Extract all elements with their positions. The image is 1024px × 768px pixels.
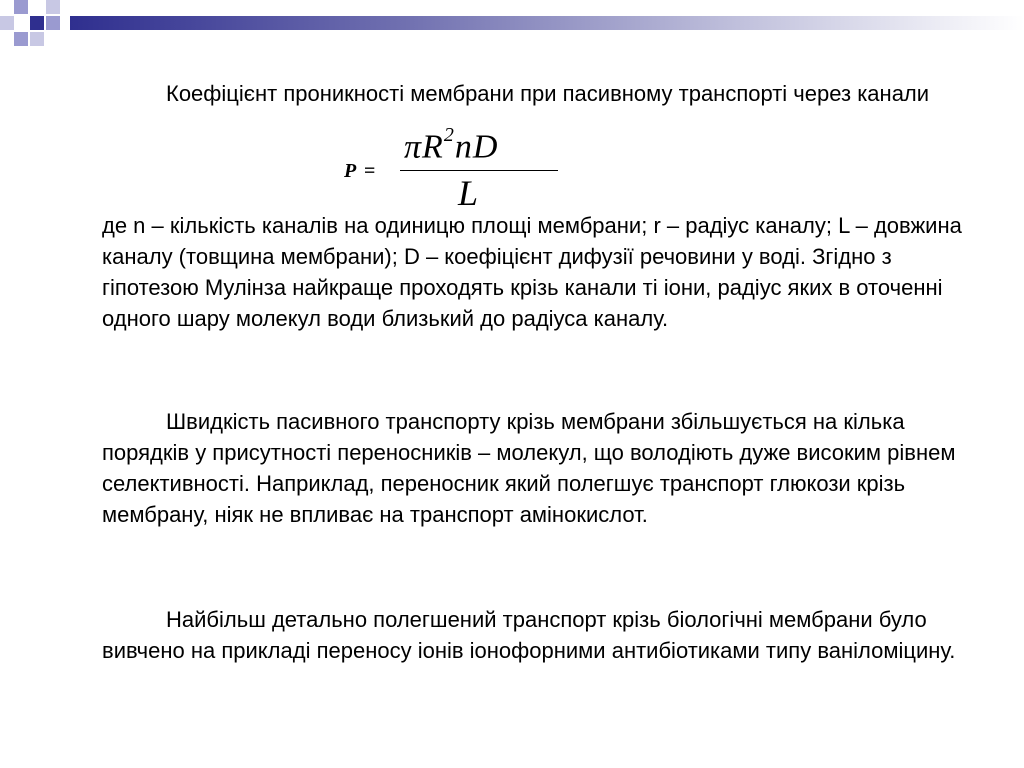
deco-square — [14, 0, 28, 14]
paragraph-definitions — [102, 210, 962, 334]
paragraph-text: Коефіцієнт проникності мембрани при пасивному транспорті через канали — [166, 81, 930, 106]
paragraph-carriers — [102, 406, 962, 530]
formula-equals: = — [364, 160, 376, 182]
paragraph-text: де n – кількість каналів на одиницю площі мембрани; r – радіус каналу; L – довжина каналу (товщина мембрани); D – коефіцієнт дифузії речовини у воді. Згідно з гіпотезою Мулінза найкраще проходять крізь канали ті іони, радіус яких в оточенні одного шару молекул води близький до радіуса каналу. — [102, 213, 962, 331]
formula-denominator: L — [458, 173, 479, 213]
formula-pi: π — [404, 128, 423, 166]
formula-lhs: P — [344, 160, 357, 182]
formula-numerator — [404, 124, 499, 166]
formula-fraction-bar — [400, 170, 558, 171]
formula-r: R — [422, 128, 444, 166]
deco-square — [46, 16, 60, 30]
deco-square — [14, 32, 28, 46]
paragraph-permeability-intro — [102, 78, 962, 109]
header-gradient-band — [70, 16, 1024, 30]
deco-square — [30, 32, 44, 46]
formula-exponent: 2 — [443, 124, 455, 146]
deco-square — [30, 16, 44, 30]
paragraph-text: Найбільш детально полегшений транспорт крізь біологічні мембрани було вивчено на прикладі переносу іонів іонофорними антибіотиками типу ваніломіцину. — [102, 607, 956, 663]
deco-square — [46, 0, 60, 14]
deco-square — [0, 16, 14, 30]
paragraph-text: Швидкість пасивного транспорту крізь мембрани збільшується на кілька порядків у присутності переносників – молекул, що володіють дуже високим рівнем селективності. Наприклад, переносник який полегшує транспорт глюкози крізь мембрану, ніяк не впливає на транспорт амінокислот. — [102, 409, 956, 527]
header-decoration — [0, 0, 1024, 46]
paragraph-ionophores — [102, 604, 962, 666]
formula-nd: nD — [454, 128, 499, 166]
